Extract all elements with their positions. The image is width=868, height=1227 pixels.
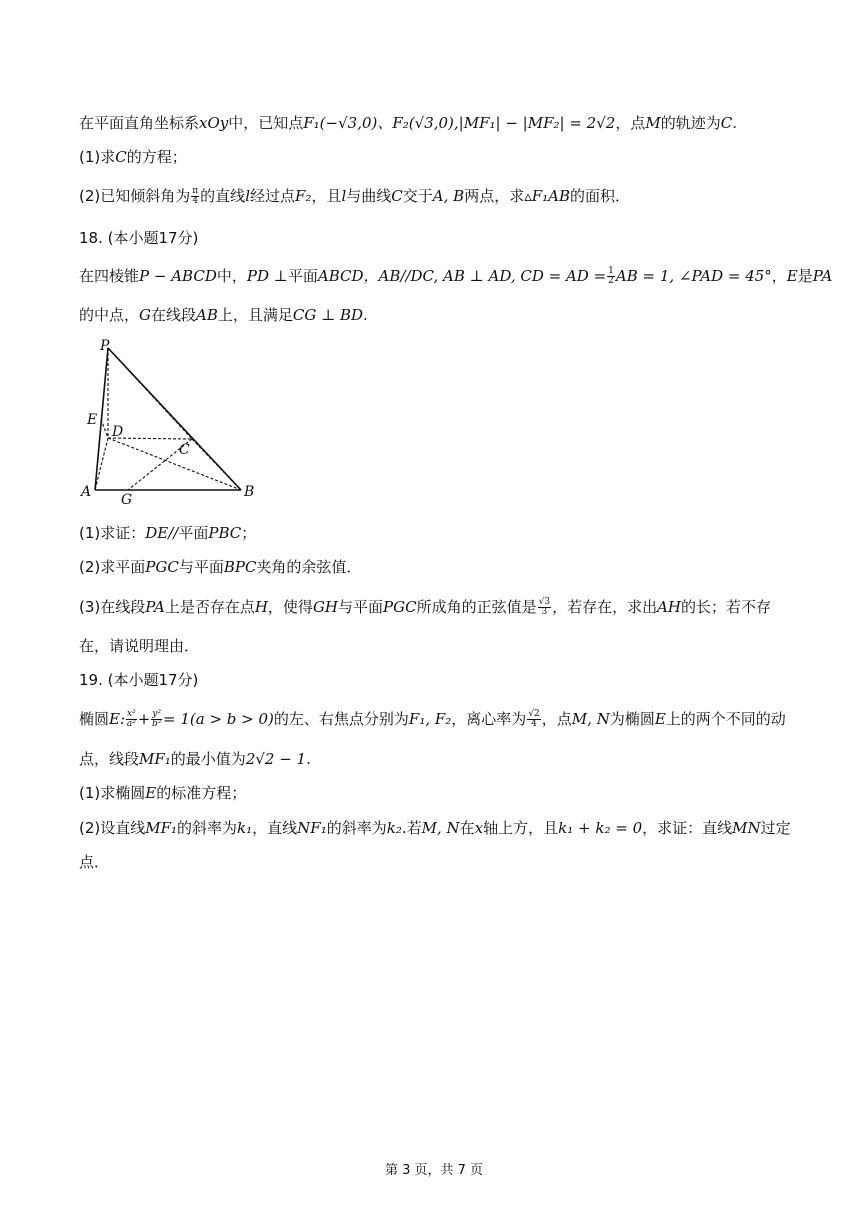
math: MF₁ [139,750,171,768]
text: 的轨迹为 [660,114,721,132]
text: 经过点 [250,187,296,205]
text: 点，线段 [79,750,140,768]
text: (3)在线段 [79,598,146,616]
text: ； [241,524,257,542]
fraction-y2-b2 [151,710,162,729]
text: 所成角的正弦值是 [416,598,537,616]
label-g: G [121,492,133,506]
numerator: √2 [528,709,540,719]
math: ABCD [317,267,364,285]
denominator: 4 [192,196,199,206]
math-c: C [720,114,733,132]
text: 的最小值为 [170,750,246,768]
math: PBC [208,524,242,542]
q18-part2 [79,557,361,577]
math-e: E [786,267,798,285]
edge-db [108,438,241,490]
math: F₁, F₂ [408,710,452,728]
text: 与平面 [338,598,384,616]
fraction-sqrt2-4 [527,710,540,729]
math: ，AB//DC, AB ⊥ AD, CD = AD = [363,267,607,285]
math-foci: F₁(−√3,0)、F₂(√3,0),|MF₁| − |MF₂| = 2√2 [303,114,616,132]
math: E [654,710,666,728]
text: 轴上方，且 [483,819,559,837]
text: (1)求证： [79,524,146,542]
page-footer: 第 3 页，共 7 页 [384,1163,484,1178]
numerator: π [192,186,199,196]
fraction-sqrt3-3 [538,598,551,617]
math: PD ⊥ [246,267,288,285]
numerator: √3 [538,597,551,607]
text: 过定 [760,819,791,837]
numerator: x² [127,709,136,719]
text: ，点 [615,114,646,132]
math: M, N [421,819,460,837]
text: 的斜率为 [177,819,238,837]
math-bpc: BPC [223,558,257,576]
fraction-half [607,267,615,286]
plus: + [137,710,151,728]
text: 在 [459,819,475,837]
text: 平面 [287,267,318,285]
q18-part3-line2: 在，请说明理由． [79,637,200,655]
q19-line1 [79,709,786,729]
denominator: 2 [608,276,614,286]
math-pgc: PGC [145,558,179,576]
math: NF₁ [297,819,327,837]
text: . [732,114,737,132]
label-b: B [244,484,255,500]
fraction-pi-4 [191,187,199,206]
text: . [306,750,311,768]
text: 在四棱锥 [79,267,140,285]
numerator: 1 [608,266,614,276]
text: (1)求 [79,148,116,166]
text: 上，且满足 [217,306,293,324]
text: 在平面直角坐标系 [79,114,200,132]
math: MF₁ [145,819,178,837]
text: 夹角的余弦值． [256,558,362,576]
text: 的斜率为 [326,819,387,837]
math-pa: PA [812,267,833,285]
text: 两点，求 [464,187,525,205]
text: 为椭圆 [609,710,655,728]
text: 的中点， [79,306,140,324]
math: MN [732,819,761,837]
q18-part3 [79,597,771,617]
q17-intro [79,113,737,133]
math-triangle: ▵F₁AB [524,187,571,205]
text: 的直线 [200,187,246,205]
math: k₁ [237,819,253,837]
math-f2: F₂ [295,187,312,205]
text: 上的两个不同的动 [665,710,786,728]
denominator: a² [126,719,136,729]
label-c: C [179,442,190,458]
text: ，且 [311,187,342,205]
label-a: A [81,484,92,500]
math: k₁ + k₂ = 0 [558,819,643,837]
text: 的长；若不存 [681,598,772,616]
q19-part1 [79,783,246,803]
math-l: l [341,187,347,205]
text: 与平面 [178,558,224,576]
math-pgc: PGC [383,598,417,616]
denominator: b² [151,719,162,729]
math: AB = 1, ∠PAD = 45° [615,267,772,285]
text: ，离心率为 [451,710,527,728]
label-p: P [100,338,110,354]
q18-line1 [79,266,832,286]
text: (2)设直线 [79,819,146,837]
text: ，直线 [252,819,298,837]
math-xoy: xOy [199,114,229,132]
math-pa: PA [145,598,165,616]
math-ab: A, B [432,187,465,205]
text: (1)求椭圆 [79,784,146,802]
math: x [474,819,484,837]
denominator: 4 [531,719,537,729]
math: M, N [571,710,610,728]
text: ， [771,267,787,285]
math-ab: AB [196,306,218,324]
math-g: G [139,306,151,324]
text: 在线段 [151,306,197,324]
math-m: M [645,114,661,132]
q18-part1 [79,523,256,543]
math: 2√2 − 1 [245,750,307,768]
math-gh: GH [312,598,339,616]
text: .若 [401,819,422,837]
text: 交于 [402,187,433,205]
edge-de [101,419,108,438]
text: 的标准方程； [156,784,247,802]
text: 中，已知点 [228,114,304,132]
label-e: E [87,412,98,428]
math-ah: AH [657,598,682,616]
text: . [363,306,368,324]
math-l: l [245,187,250,205]
q19-line2 [79,749,311,769]
q19-header: 19. (本小题17分) [79,671,199,689]
q19-part2 [79,818,791,838]
text: (2)求平面 [79,558,146,576]
q18-line2 [79,305,368,325]
text: 中， [216,267,247,285]
text: ，若存在，求出 [552,598,658,616]
q19-part2-line2: 点． [79,853,110,871]
text: 平面 [178,524,209,542]
math-h: H [254,598,268,616]
label-d: D [112,424,124,440]
text: 的左、右焦点分别为 [273,710,409,728]
math: E: [109,710,126,728]
text: ，点 [541,710,572,728]
math: DE// [145,524,179,542]
text: 是 [797,267,813,285]
text: (2)已知倾斜角为 [79,187,191,205]
numerator: y² [152,709,161,719]
pyramid-figure [78,336,268,506]
math: = 1(a > b > 0) [163,710,274,728]
denominator: 3 [541,607,548,617]
q17-part1 [79,147,187,167]
q17-part2 [79,186,630,206]
math-cgbd: CG ⊥ BD [292,306,364,324]
text: ，求证：直线 [642,819,733,837]
text: ，使得 [267,598,313,616]
math: k₂ [386,819,402,837]
fraction-x2-a2 [126,710,137,729]
text: 椭圆 [79,710,110,728]
math: P − ABCD [139,267,217,285]
text: 与曲线 [346,187,392,205]
math-c: C [391,187,403,205]
math-c: C [115,148,127,166]
text: 上是否存在点 [164,598,255,616]
text: 的面积． [570,187,631,205]
math: E [145,784,157,802]
edge-cb [192,439,241,490]
q18-header: 18. (本小题17分) [79,229,199,247]
text: 的方程； [126,148,187,166]
